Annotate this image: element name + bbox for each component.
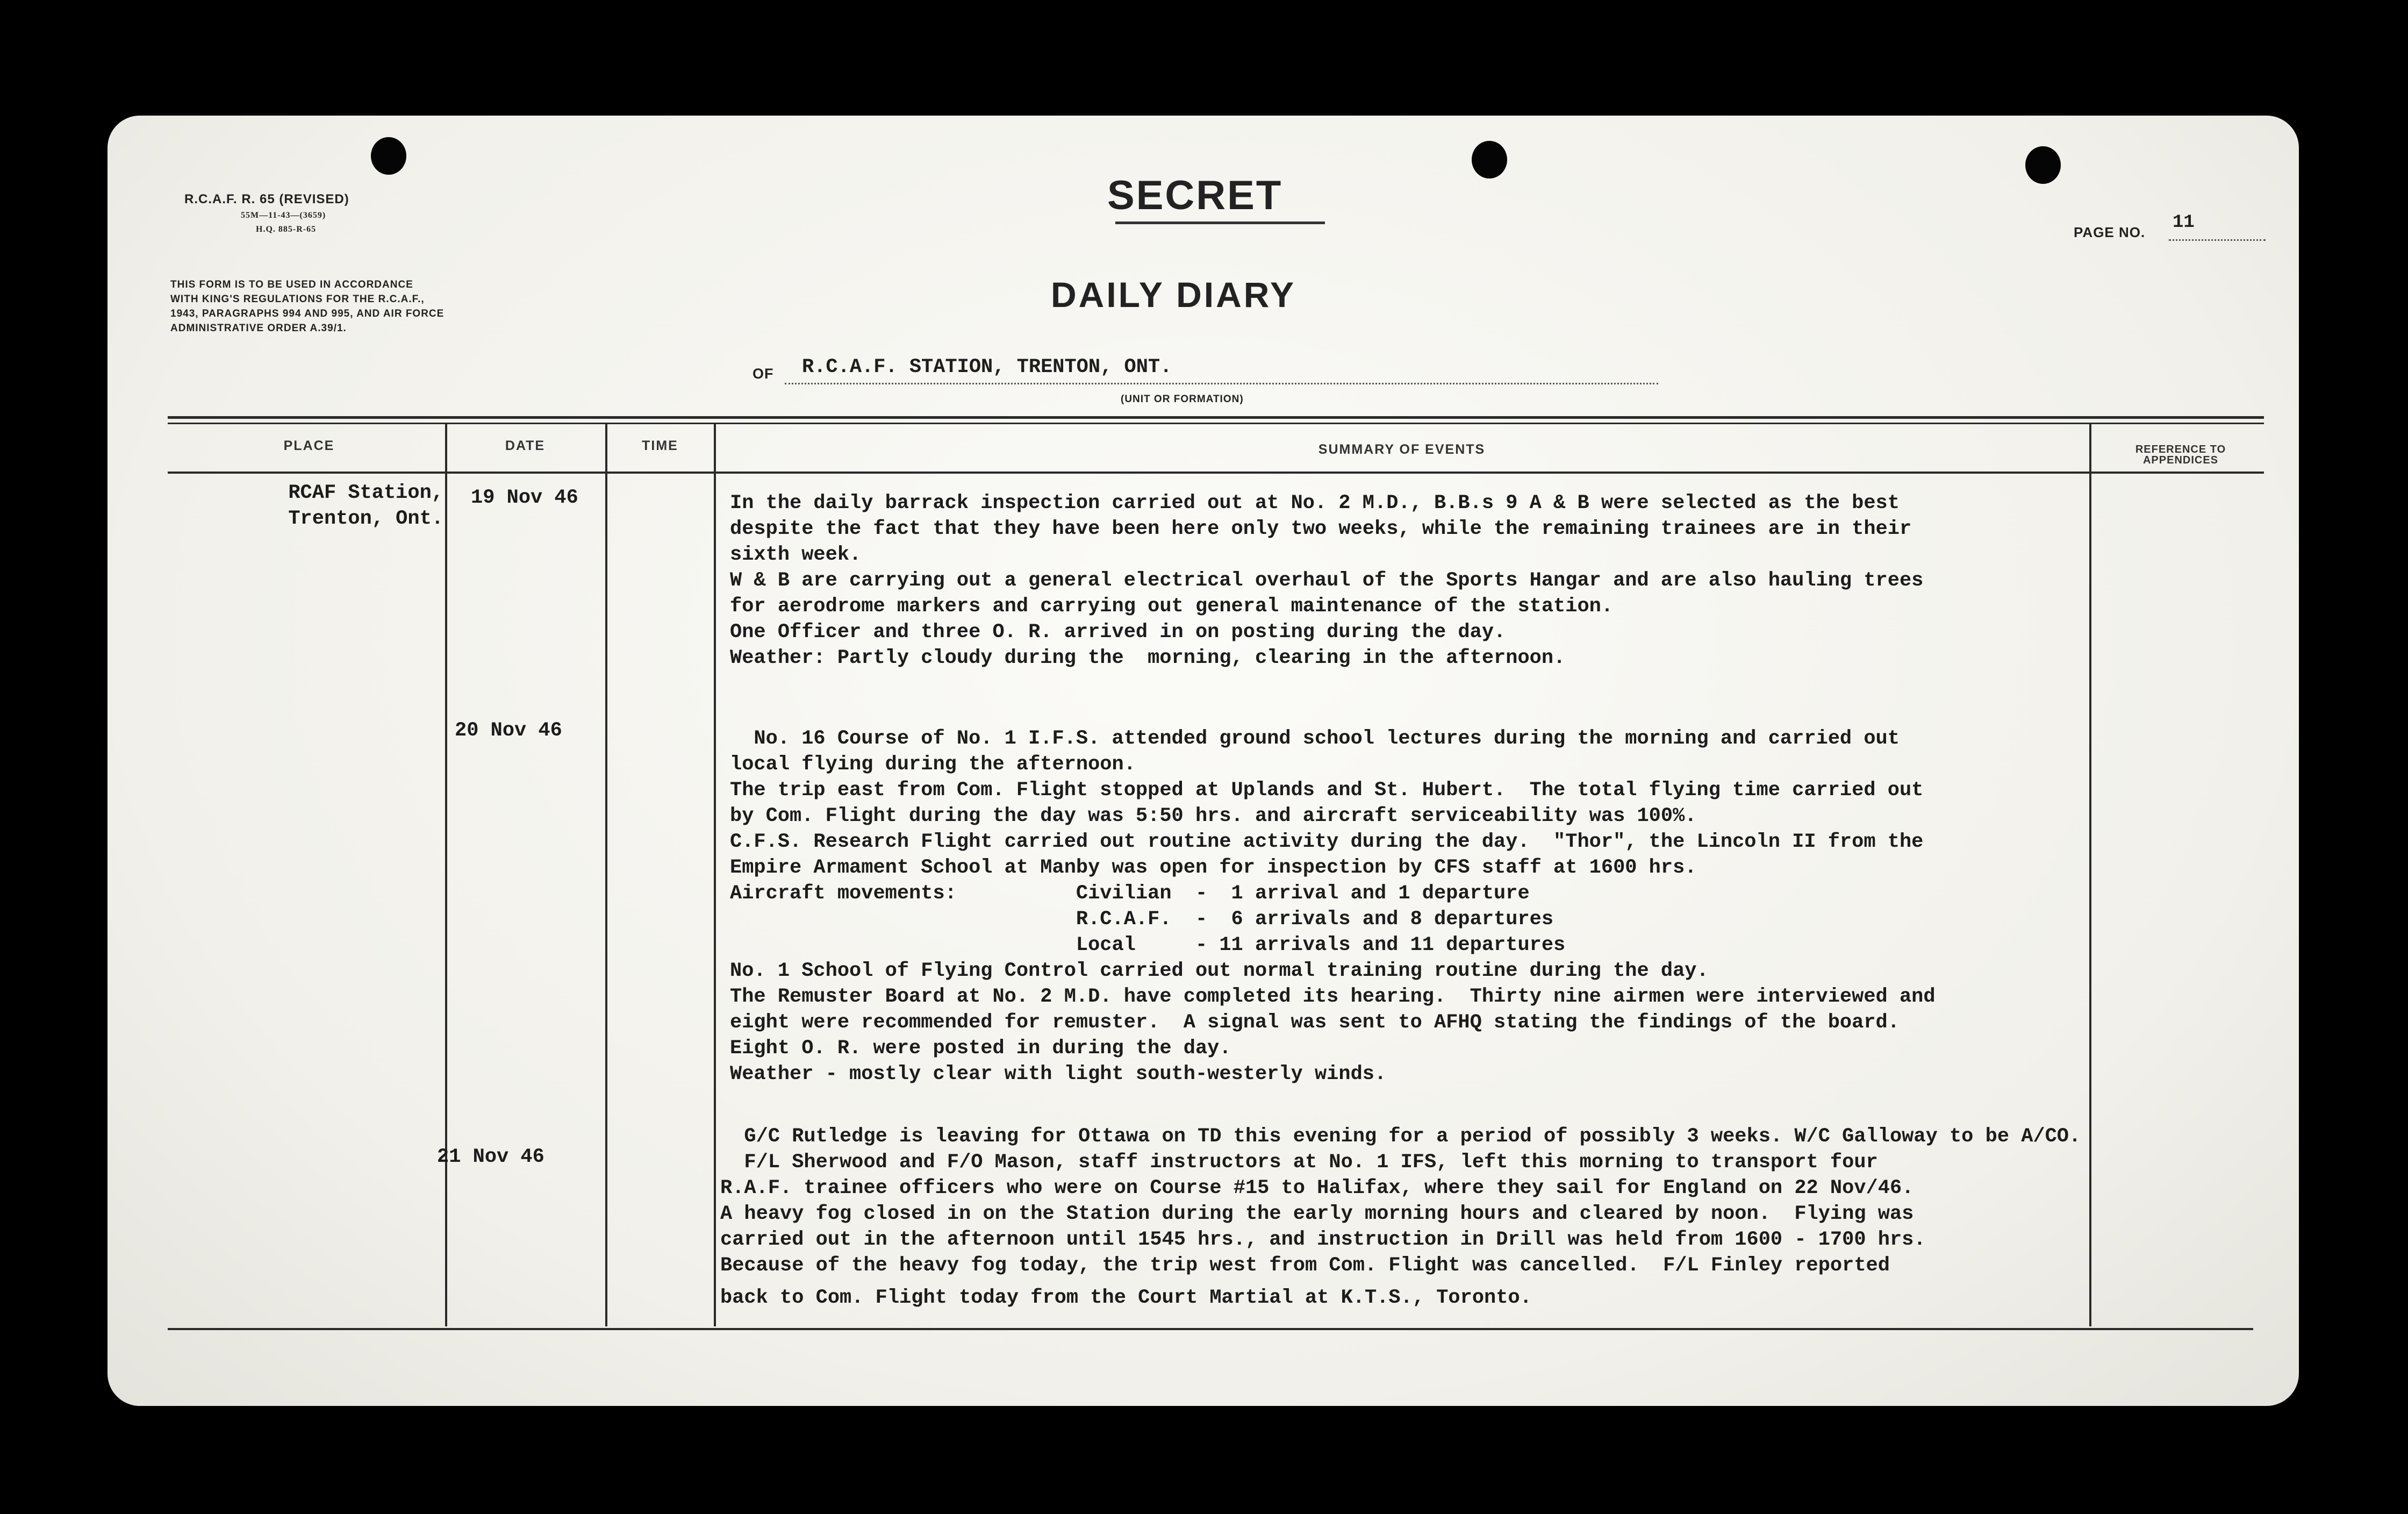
entry-date: 21 Nov 46	[437, 1146, 544, 1168]
page-number: 11	[2173, 212, 2195, 233]
table-header-rule	[168, 472, 2264, 474]
hq-code: H.Q. 885-R-65	[256, 225, 317, 234]
column-header-summary: SUMMARY OF EVENTS	[1318, 442, 1486, 457]
column-divider-place	[445, 423, 447, 1326]
entry-text-line: for aerodrome markers and carrying out general maintenance of the station.	[730, 595, 1614, 618]
entry-text-line: Empire Armament School at Manby was open for inspection by CFS staff at 1600 hrs.	[730, 856, 1697, 879]
unit-name: R.C.A.F. STATION, TRENTON, ONT.	[802, 356, 1172, 378]
entry-text-line: Because of the heavy fog today, the trip west from Com. Flight was cancelled. F/L Finley reported	[720, 1254, 1890, 1277]
page-number-underline	[2169, 239, 2266, 241]
entry-text-line: Local - 11 arrivals and 11 departures	[730, 934, 1566, 956]
form-instructions	[170, 277, 444, 335]
entry-text-line: G/C Rutledge is leaving for Ottawa on TD this evening for a period of possibly 3 weeks. W/C Galloway to be A/CO.	[720, 1125, 2081, 1148]
table-top-rule	[168, 416, 2264, 419]
page-number-label: PAGE NO.	[2074, 224, 2146, 240]
entry-text-line: local flying during the afternoon.	[730, 753, 1136, 776]
column-header-time: TIME	[642, 438, 678, 453]
column-divider-date	[605, 423, 607, 1326]
entry-text-line: R.C.A.F. - 6 arrivals and 8 departures	[730, 908, 1554, 931]
form-id: R.C.A.F. R. 65 (REVISED)	[184, 192, 349, 206]
page-title: DAILY DIARY	[1051, 275, 1296, 315]
entry-text-line: No. 16 Course of No. 1 I.F.S. attended ground school lectures during the morning and carried out	[730, 727, 1900, 750]
entry-text-line: eight were recommended for remuster. A signal was sent to AFHQ stating the findings of the board.	[730, 1011, 1900, 1034]
unit-of-label: OF	[752, 366, 774, 382]
column-header-date: DATE	[505, 438, 546, 453]
form-code: 55M—11-43—(3659)	[241, 211, 326, 220]
unit-caption: (UNIT OR FORMATION)	[1121, 394, 1244, 405]
reference-header-line: REFERENCE TO	[2135, 444, 2226, 455]
classification-underline	[1115, 222, 1325, 224]
entry-text-line: The trip east from Com. Flight stopped at Uplands and St. Hubert. The total flying time carried out	[730, 779, 1924, 802]
entry-text-line: The Remuster Board at No. 2 M.D. have completed its hearing. Thirty nine airmen were interviewed and	[730, 985, 1936, 1008]
place-line: Trenton, Ont.	[288, 508, 443, 530]
classification-stamp: SECRET	[1107, 173, 1283, 218]
entry-text-line: despite the fact that they have been here only two weeks, while the remaining trainees are in their	[730, 518, 1912, 540]
instruction-line: 1943, PARAGRAPHS 994 AND 995, AND AIR FORCE	[170, 308, 445, 319]
entry-text-line: by Com. Flight during the day was 5:50 hrs. and aircraft serviceability was 100%.	[730, 805, 1697, 827]
entry-text-line: carried out in the afternoon until 1545 hrs., and instruction in Drill was held from 1600 - 1700 hrs.	[720, 1229, 1926, 1251]
entry-text-line: Eight O. R. were posted in during the day.	[730, 1037, 1231, 1060]
table-top-rule-2	[168, 423, 2264, 424]
entry-text-line: No. 1 School of Flying Control carried out normal training routine during the day.	[730, 960, 1709, 982]
entry-text-line: C.F.S. Research Flight carried out routine activity during the day. "Thor", the Lincoln II from the	[730, 831, 1924, 853]
entry-text-line: In the daily barrack inspection carried out at No. 2 M.D., B.B.s 9 A & B were selected as the best	[730, 492, 1900, 515]
instruction-line: THIS FORM IS TO BE USED IN ACCORDANCE	[170, 279, 413, 290]
reference-header-line: APPENDICES	[2142, 454, 2219, 466]
column-header-place: PLACE	[283, 438, 335, 453]
column-divider-time	[714, 423, 716, 1326]
entry-text-line: A heavy fog closed in on the Station during the early morning hours and cleared by noon. Flying was	[720, 1203, 1914, 1225]
place-cell	[250, 480, 443, 532]
entry-text-line: back to Com. Flight today from the Court Martial at K.T.S., Toronto.	[720, 1287, 1532, 1309]
column-divider-summary	[2089, 423, 2091, 1326]
entry-text-line: F/L Sherwood and F/O Mason, staff instructors at No. 1 IFS, left this morning to transport four	[720, 1151, 1878, 1174]
table-bottom-rule	[168, 1328, 2253, 1330]
column-header-reference	[2092, 444, 2269, 466]
unit-underline	[785, 383, 1658, 384]
entry-text-line: Weather: Partly cloudy during the morning, clearing in the afternoon.	[730, 647, 1566, 669]
instruction-line: ADMINISTRATIVE ORDER A.39/1.	[170, 323, 347, 334]
entry-date: 20 Nov 46	[455, 719, 562, 742]
punch-hole-1	[371, 137, 406, 175]
entry-text-line: sixth week.	[730, 544, 862, 566]
entry-date: 19 Nov 46	[471, 487, 578, 509]
entry-text-line: R.A.F. trainee officers who were on Course #15 to Halifax, where they sail for England on 22 Nov/46.	[720, 1177, 1914, 1199]
punch-hole-3	[2025, 146, 2061, 184]
entry-text-line: Aircraft movements: Civilian - 1 arrival and 1 departure	[730, 882, 1530, 905]
entry-text-line: Weather - mostly clear with light south-westerly winds.	[730, 1063, 1387, 1085]
punch-hole-2	[1472, 141, 1507, 178]
entry-text-line: One Officer and three O. R. arrived in on posting during the day.	[730, 621, 1506, 644]
instruction-line: WITH KING'S REGULATIONS FOR THE R.C.A.F.,	[170, 294, 425, 305]
place-line: RCAF Station,	[288, 482, 443, 504]
entry-text-line: W & B are carrying out a general electrical overhaul of the Sports Hangar and are also hauling trees	[730, 569, 1924, 592]
